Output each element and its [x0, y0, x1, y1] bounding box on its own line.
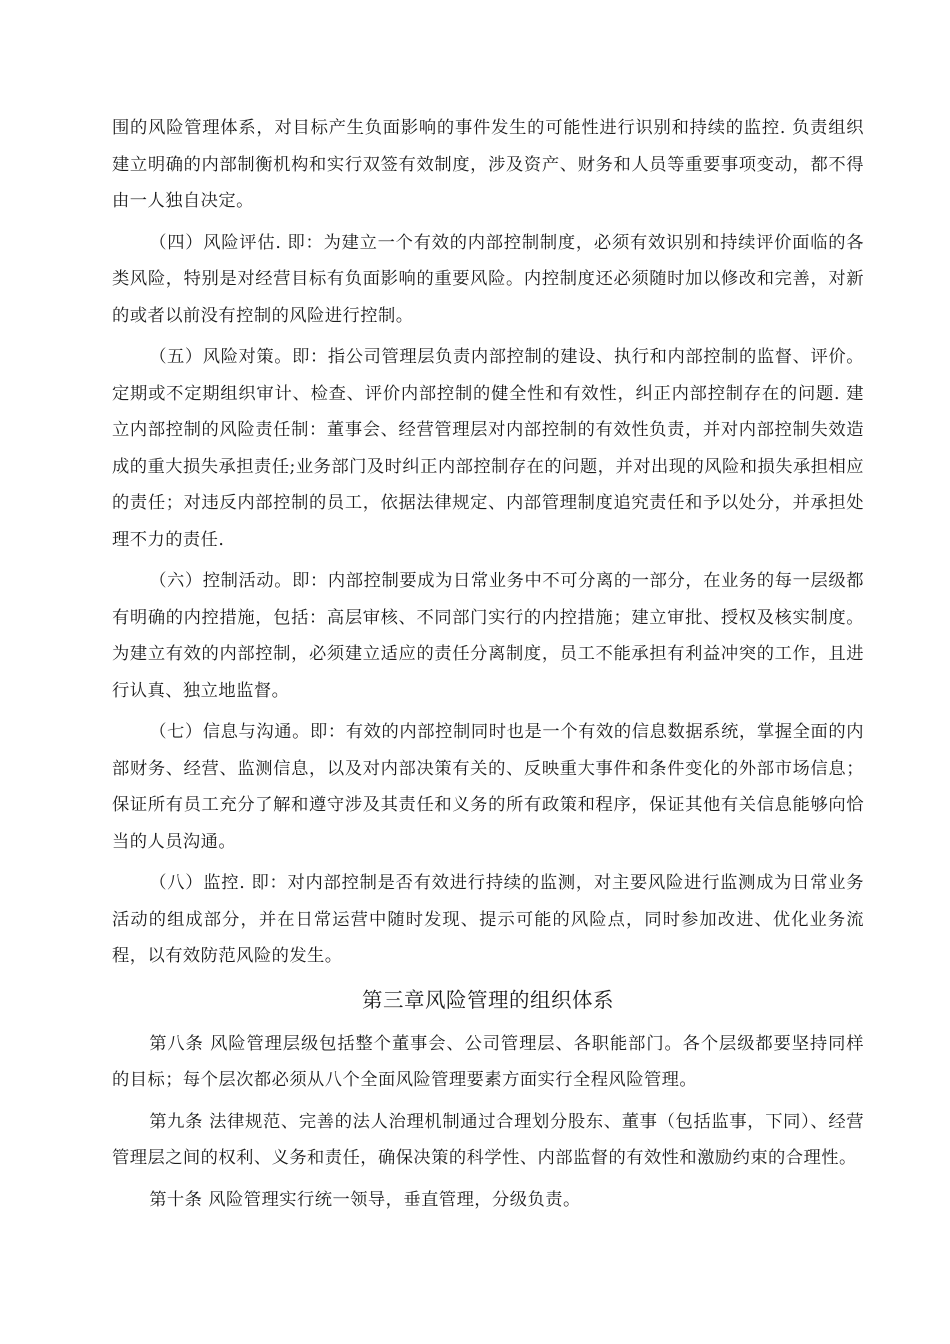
- paragraph-control-activities: （六）控制活动。即：内部控制要成为日常业务中不可分离的一部分，在业务的每一层级都有明确的内控措施，包括：高层审核、不同部门实行的内控措施；建立审批、授权及核实制度。为建立有效的内部控制，必须建立适应的责任分离制度，员工不能承担有利益冲突的工作，且进行认真、独立地监督。: [112, 571, 864, 701]
- article-9: 第九条 法律规范、完善的法人治理机制通过合理划分股东、董事（包括监事，下同）、经营管理层之间的权利、义务和责任，确保决策的科学性、内部监督的有效性和激励约束的合理性。: [112, 1111, 864, 1168]
- paragraph-continuation: 围的风险管理体系，对目标产生负面影响的事件发生的可能性进行识别和持续的监控. 负责组织建立明确的内部制衡机构和实行双签有效制度，涉及资产、财务和人员等重要事项变动，都不得由一人独自决定。: [112, 118, 864, 211]
- document-body: [112, 110, 864, 1223]
- article-8: 第八条 风险管理层级包括整个董事会、公司管理层、各职能部门。各个层级都要坚持同样的目标；每个层次都必须从八个全面风险管理要素方面实行全程风险管理。: [112, 1033, 864, 1090]
- chapter-title: 第三章风险管理的组织体系: [362, 987, 614, 1012]
- paragraph-information-communication: （七）信息与沟通。即：有效的内部控制同时也是一个有效的信息数据系统，掌握全面的内部财务、经营、监测信息，以及对内部决策有关的、反映重大事件和条件变化的外部市场信息；保证所有员工充分了解和遵守涉及其责任和义务的所有政策和程序，保证其他有关信息能够向恰当的人员沟通。: [112, 722, 864, 852]
- article-10: 第十条 风险管理实行统一领导，垂直管理，分级负责。: [149, 1189, 581, 1210]
- paragraph-monitoring: （八）监控. 即：对内部控制是否有效进行持续的监测，对主要风险进行监测成为日常业务活动的组成部分，并在日常运营中随时发现、提示可能的风险点，同时参加改进、优化业务流程，以有效防范风险的发生。: [112, 873, 864, 966]
- paragraph-risk-response: （五）风险对策。即：指公司管理层负责内部控制的建设、执行和内部控制的监督、评价。定期或不定期组织审计、检查、评价内部控制的健全性和有效性，纠正内部控制存在的问题. 建立内部控制的风险责任制：董事会、经营管理层对内部控制的有效性负责，并对内部控制失效造成的重大损失承担责任;业务部门及时纠正内部控制存在的问题，并对出现的风险和损失承担相应的责任；对违反内部控制的员工，依据法律规定、内部管理制度追究责任和予以处分，并承担处理不力的责任.: [112, 347, 864, 550]
- paragraph-risk-assessment: （四）风险评估. 即：为建立一个有效的内部控制制度，必须有效识别和持续评价面临的各类风险，特别是对经营目标有负面影响的重要风险。内控制度还必须随时加以修改和完善，对新的或者以前没有控制的风险进行控制。: [112, 232, 864, 326]
